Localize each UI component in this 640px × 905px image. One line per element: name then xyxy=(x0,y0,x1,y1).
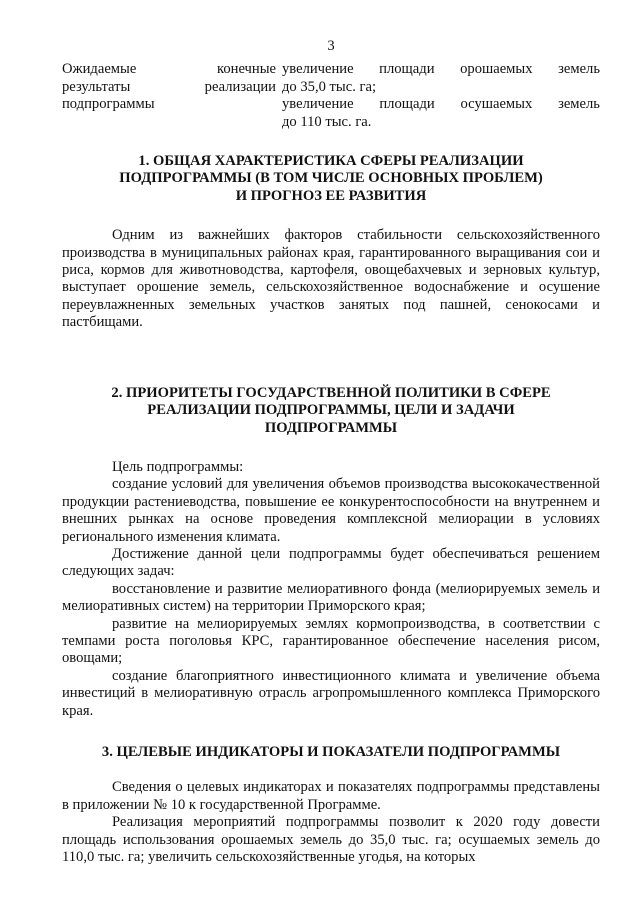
results-value-line3: увеличение площади осушаемых земель xyxy=(282,96,600,113)
task-1: восстановление и развитие мелиоративного фонда (мелиорируемых земель и мелиоративных систем) на территории Приморского края; xyxy=(62,580,600,615)
expected-results-value xyxy=(282,61,600,131)
results-label-line2-left: результаты xyxy=(62,78,131,95)
results-value-line2: до 35,0 тыс. га; xyxy=(282,78,377,95)
results-label-line2-right: реализации xyxy=(204,78,276,95)
section3-body xyxy=(62,779,600,866)
results-label-line3: подпрограммы xyxy=(62,96,155,113)
task-2: развитие на мелиорируемых землях кормопроизводства, в соответствии с темпами роста поголовья КРС, гарантированное обеспечение населения рисом, овощами; xyxy=(62,615,600,667)
task-3: создание благоприятного инвестиционного климата и увеличение объема инвестиций в мелиоративную отрасль агропромышленного комплекса Приморского края. xyxy=(62,667,600,719)
section3-heading xyxy=(62,744,600,761)
section3-paragraph2: Реализация мероприятий подпрограммы позволит к 2020 году довести площадь использования орошаемых земель до 35,0 тыс. га; осушаемых земель до 110,0 тыс. га; увеличить сельскохозяйственные угодья, на которых xyxy=(62,814,600,866)
tasks-intro: Достижение данной цели подпрограммы будет обеспечиваться решением следующих задач: xyxy=(62,545,600,580)
page-number: 3 xyxy=(327,38,335,54)
section2-body xyxy=(62,459,600,720)
results-label-line1-right: конечные xyxy=(216,61,276,78)
goal-label: Цель подпрограммы: xyxy=(112,458,244,475)
goal-text: создание условий для увеличения объемов производства высококачественной продукции растениеводства, повышение ее конкурентоспособности на внутреннем и внешних рынках на основе проведения комплексной мелиорации в условиях регионального изменения климата. xyxy=(62,476,600,545)
section2-title-line2: РЕАЛИЗАЦИИ ПОДПРОГРАММЫ, ЦЕЛИ И ЗАДАЧИ xyxy=(147,402,515,419)
section1-paragraph: Одним из важнейших факторов стабильности сельскохозяйственного производства в муниципальных районах края, гарантированного выращивания сои и риса, кормов для животноводства, картофеля, овощебахчевых и зерновых культур, выступает орошение земель, сельскохозяйственное водоснабжение и осушение переувлажненных земельных участков занятых под пашней, сенокосами и пастбищами. xyxy=(62,227,600,331)
section3-title: 3. ЦЕЛЕВЫЕ ИНДИКАТОРЫ И ПОКАЗАТЕЛИ ПОДПРОГРАММЫ xyxy=(101,744,561,760)
section2-title-line1: 2. ПРИОРИТЕТЫ ГОСУДАРСТВЕННОЙ ПОЛИТИКИ В СФЕРЕ xyxy=(111,384,551,401)
section3-paragraph1: Сведения о целевых индикаторах и показателях подпрограммы представлены в приложении № 10 к государственной Программе. xyxy=(62,779,600,813)
section1-title-line2: ПОДПРОГРАММЫ (В ТОМ ЧИСЛЕ ОСНОВНЫХ ПРОБЛЕМ) xyxy=(119,170,543,187)
section1-title-line3: И ПРОГНОЗ ЕЕ РАЗВИТИЯ xyxy=(235,187,427,204)
section2-title-line3: ПОДПРОГРАММЫ xyxy=(264,419,398,436)
section1-title-line1: 1. ОБЩАЯ ХАРАКТЕРИСТИКА СФЕРЫ РЕАЛИЗАЦИИ xyxy=(138,153,524,170)
section1-body xyxy=(62,227,600,331)
results-value-line4: до 110 тыс. га. xyxy=(282,113,372,130)
section1-heading xyxy=(62,153,600,205)
results-value-line1: увеличение площади орошаемых земель xyxy=(282,61,600,78)
section2-heading xyxy=(62,385,600,437)
results-label-line1-left: Ожидаемые xyxy=(62,61,137,78)
expected-results-label xyxy=(62,61,276,131)
expected-results-row xyxy=(62,61,600,131)
